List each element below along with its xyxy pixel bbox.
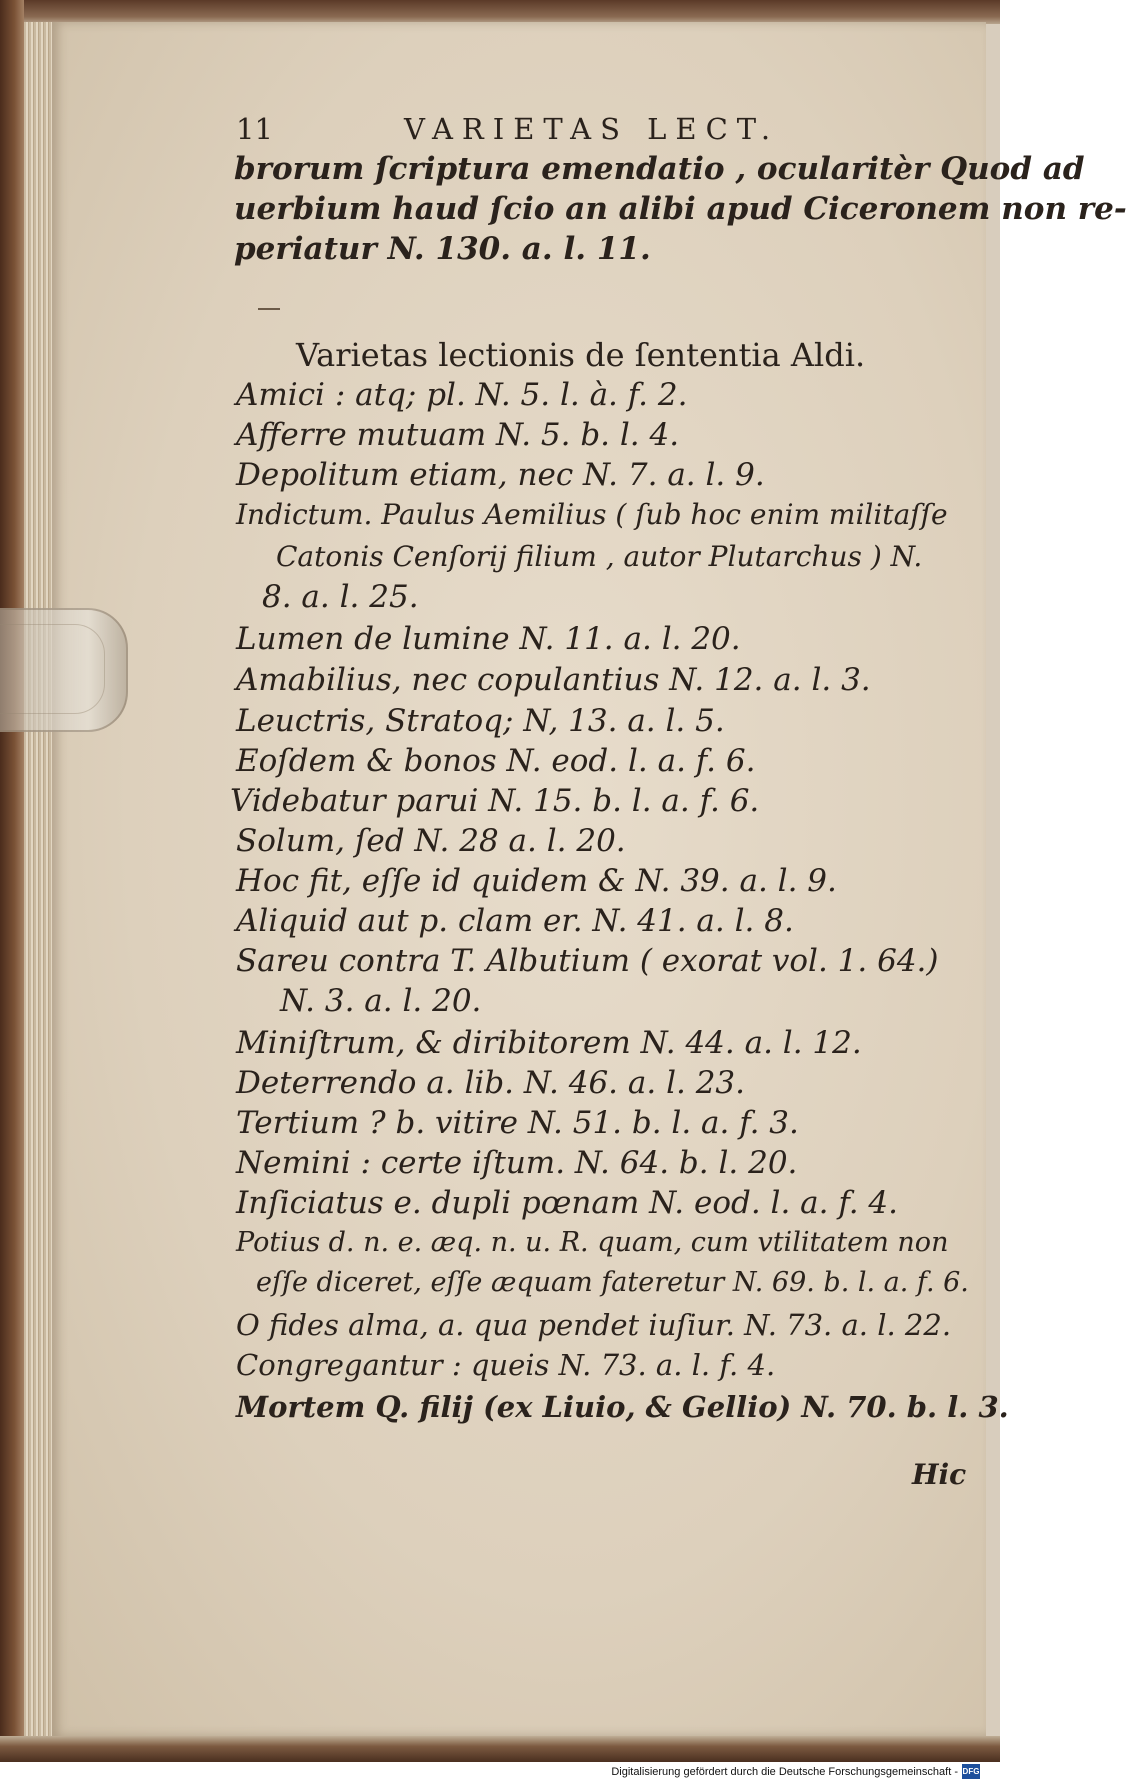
- entry-line: Amici : atq; pl. N. 5. l. à. f. 2.: [236, 377, 688, 413]
- entry-line: Inſiciatus e. dupli pœnam N. eod. l. a. f. 4.: [236, 1185, 899, 1221]
- entry-line: Lumen de lumine N. 11. a. l. 20.: [236, 621, 741, 657]
- entry-line: 8. a. l. 25.: [262, 579, 419, 615]
- section-heading: Varietas lectionis de ſententia Aldi.: [296, 336, 866, 374]
- running-head-title: VARIETAS LECT.: [404, 112, 780, 146]
- entry-line: Solum, ſed N. 28 a. l. 20.: [236, 823, 626, 859]
- entry-line: Catonis Cenſorij filium , autor Plutarchus ) N.: [276, 540, 923, 573]
- entry-line: Tertium ? b. vitire N. 51. b. l. a. f. 3.: [236, 1105, 799, 1141]
- entry-line: Deterrendo a. lib. N. 46. a. l. 23.: [236, 1065, 746, 1101]
- entry-line: Afferre mutuam N. 5. b. l. 4.: [236, 417, 680, 453]
- digitization-credit: Digitalisierung gefördert durch die Deutsche Forschungsgemeinschaft -: [611, 1766, 958, 1778]
- entry-line: Depolitum etiam, nec N. 7. a. l. 9.: [236, 457, 765, 493]
- entry-line: Nemini : certe iſtum. N. 64. b. l. 20.: [236, 1145, 798, 1181]
- entry-line: Aliquid aut p. clam er. N. 41. a. l. 8.: [236, 903, 794, 939]
- entry-line: eſſe diceret, eſſe æquam fateretur N. 69. b. l. a. f. 6.: [256, 1267, 969, 1298]
- entry-line: Indictum. Paulus Aemilius ( ſub hoc enim militaſſe: [236, 498, 948, 531]
- entry-line: Mortem Q. filij (ex Liuio, & Gellio) N. 70. b. l. 3.: [236, 1390, 1009, 1424]
- entry-line: Congregantur : queis N. 73. a. l. f. 4.: [236, 1348, 776, 1382]
- continuation-line: brorum ſcriptura emendatio , ocularitèr Quod ad: [234, 151, 1085, 187]
- folio-number: 11: [236, 112, 273, 146]
- entry-line: N. 3. a. l. 20.: [280, 983, 482, 1019]
- entry-line: Sareu contra T. Albutium ( exorat vol. 1. 64.): [236, 943, 939, 979]
- entry-line: Eoſdem & bonos N. eod. l. a. f. 6.: [236, 743, 756, 779]
- catchword: Hic: [912, 1458, 967, 1491]
- entry-line: Hoc fit, eſſe id quidem & N. 39. a. l. 9.: [236, 863, 837, 899]
- entry-line: O fides alma, a. qua pendet iuſiur. N. 73. a. l. 22.: [236, 1308, 952, 1342]
- entry-line: Miniſtrum, & diribitorem N. 44. a. l. 12.: [236, 1025, 862, 1061]
- entry-line: Leuctris, Stratoq; N, 13. a. l. 5.: [236, 703, 725, 739]
- entry-line: Potius d. n. e. æq. n. u. R. quam, cum vtilitatem non: [236, 1227, 949, 1258]
- entry-line: Amabilius, nec copulantius N. 12. a. l. 3.: [236, 662, 871, 698]
- entry-line: Videbatur parui N. 15. b. l. a. f. 6.: [230, 783, 760, 819]
- continuation-line: uerbium haud ſcio an alibi apud Ciceronem non re-: [234, 191, 1127, 227]
- continuation-line: periatur N. 130. a. l. 11.: [234, 231, 651, 267]
- dfg-logo-icon: DFG: [962, 1764, 980, 1779]
- separator-dash: [258, 308, 280, 310]
